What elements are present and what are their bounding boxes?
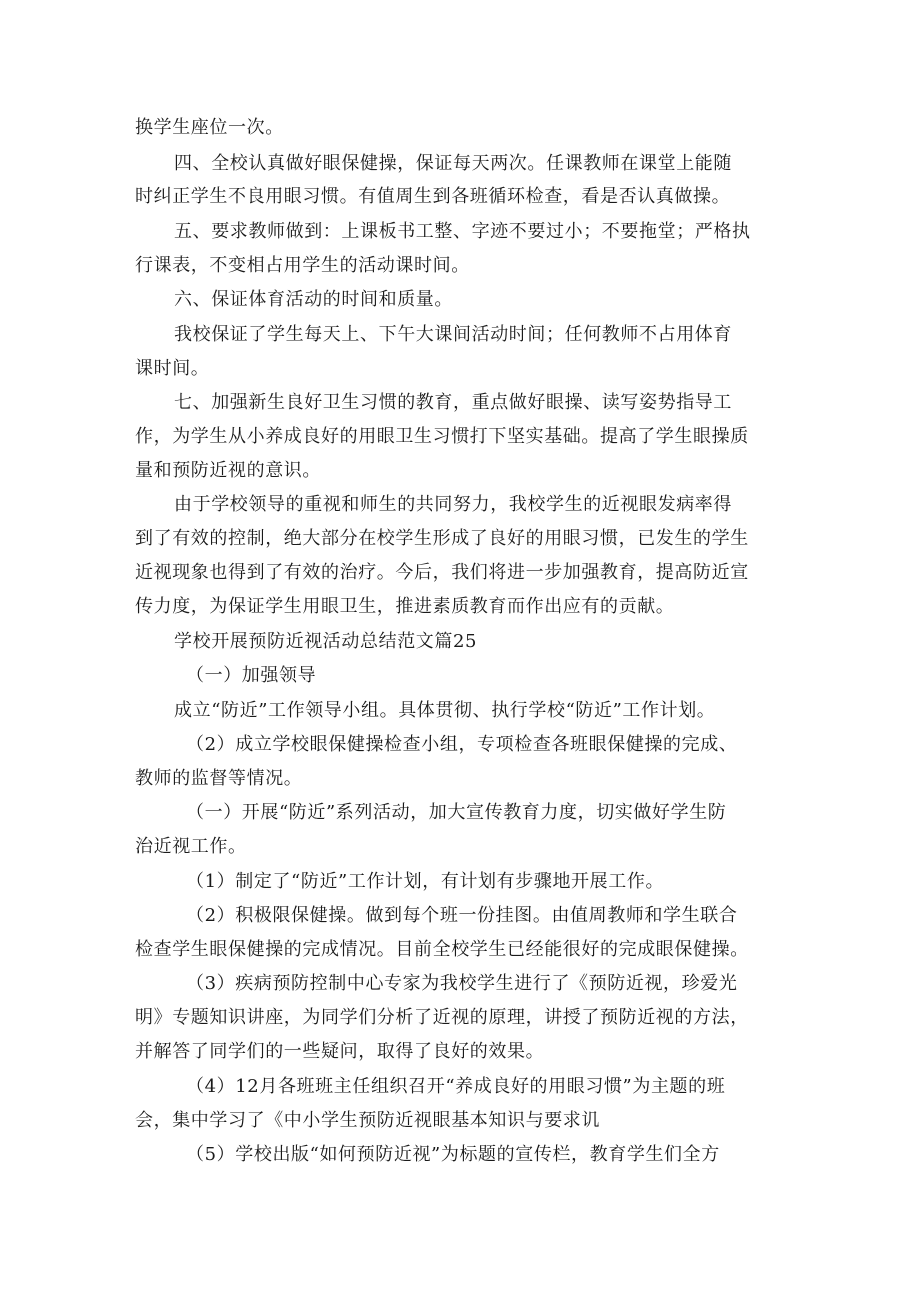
section-heading: 学校开展预防近视活动总结范文篇25: [174, 631, 478, 652]
text-line: 换学生座位一次。: [135, 117, 284, 138]
text-line: （5）学校出版“如何预防近视”为标题的宣传栏，教育学生们全方: [186, 1144, 720, 1165]
text-line: （2）成立学校眼保健操检查小组，专项检查各班眼保健操的完成、: [186, 734, 738, 755]
text-line: （1）制定了“防近”工作计划，有计划有步骤地开展工作。: [186, 871, 665, 892]
text-line: 五、要求教师做到：上课板书工整、字迹不要过小；不要拖堂；严格执: [174, 221, 751, 242]
text-line: 教师的监督等情况。: [135, 768, 303, 789]
text-line: 检查学生眼保健操的完成情况。目前全校学生已经能很好的完成眼保健操。: [135, 939, 749, 960]
text-line: （2）积极限保健操。做到每个班一份挂图。由值周教师和学生联合: [186, 905, 738, 926]
text-line: 四、全校认真做好眼保健操，保证每天两次。任课教师在课堂上能随: [174, 153, 732, 174]
text-line: 我校保证了学生每天上、下午大课间活动时间；任何教师不占用体育: [174, 324, 732, 345]
text-line: 行课表，不变相占用学生的活动课时间。: [135, 255, 470, 276]
text-line: 作，为学生从小养成良好的用眼卫生习惯打下坚实基础。提高了学生眼操质: [135, 426, 749, 447]
text-line: （3）疾病预防控制中心专家为我校学生进行了《预防近视，珍爱光: [186, 973, 738, 994]
text-line: 传力度，为保证学生用眼卫生，推进素质教育而作出应有的贡献。: [135, 596, 675, 617]
text-line: 会，集中学习了《中小学生预防近视眼基本知识与要求讥: [135, 1110, 600, 1131]
text-line: 由于学校领导的重视和师生的共同努力，我校学生的近视眼发病率得: [174, 494, 732, 515]
text-line: 近视现象也得到了有效的治疗。今后，我们将进一步加强教育，提高防近宣: [135, 562, 749, 583]
text-line: （一）开展“防近”系列活动，加大宣传教育力度，切实做好学生防: [186, 802, 727, 823]
text-line: 课时间。: [135, 358, 210, 379]
text-line: 治近视工作。: [135, 836, 247, 857]
text-line: 七、加强新生良好卫生习惯的教育，重点做好眼操、读写姿势指导工: [174, 392, 732, 413]
text-line: 六、保证体育活动的时间和质量。: [174, 289, 453, 310]
text-line: 量和预防近视的意识。: [135, 460, 321, 481]
text-line: （4）12月各班班主任组织召开“养成良好的用眼习惯”为主题的班: [186, 1076, 726, 1097]
text-line: 成立“防近”工作领导小组。具体贯彻、执行学校“防近”工作计划。: [174, 700, 716, 721]
text-line: （一）加强领导: [186, 665, 317, 686]
text-line: 并解答了同学们的一些疑问，取得了良好的效果。: [135, 1041, 545, 1062]
text-line: 时纠正学生不良用眼习惯。有值周生到各班循环检查，看是否认真做操。: [135, 186, 731, 207]
text-line: 到了有效的控制，绝大部分在校学生形成了良好的用眼习惯，已发生的学生: [135, 528, 749, 549]
text-line: 明》专题知识讲座，为同学们分析了近视的原理，讲授了预防近视的方法，: [135, 1007, 749, 1028]
